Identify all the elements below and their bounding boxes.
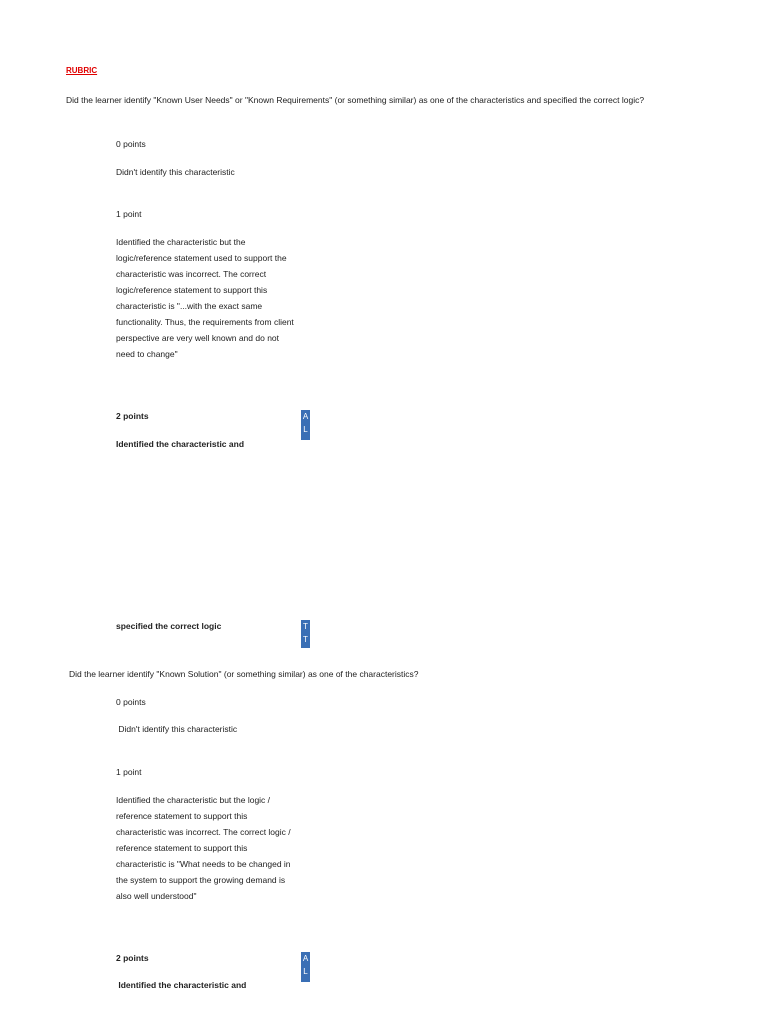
criterion-1-level-2-tag-1: A L: [301, 410, 310, 440]
criterion-1-level-2-description-line-1: Identified the characteristic and: [116, 439, 245, 449]
criterion-2-level-2-points: 2 points: [116, 953, 149, 963]
rubric-heading[interactable]: RUBRIC: [66, 66, 98, 75]
criterion-2-level-2-tag-1: A L: [301, 952, 310, 982]
criterion-2-level-2-description-line-1: Identified the characteristic and: [116, 980, 247, 990]
criterion-2-level-0-points: 0 points: [116, 697, 146, 707]
criterion-2-level-1-description: Identified the characteristic but the logic / reference statement to support this characteristic was incorrect. The correct logic / reference statement to support this characteristic is "What needs to be changed in the system to support the growing demand is also well understood": [116, 795, 291, 901]
criterion-1-level-2-points: 2 points: [116, 411, 149, 421]
criterion-2-question: Did the learner identify "Known Solution" (or something similar) as one of the characteristics?: [69, 669, 419, 679]
criterion-2-level-1-points: 1 point: [116, 767, 142, 777]
criterion-1-level-1-points: 1 point: [116, 209, 142, 219]
criterion-1-level-0-description: Didn't identify this characteristic: [116, 167, 235, 177]
criterion-1-level-1-description: Identified the characteristic but the logic/reference statement used to support the characteristic was incorrect. The correct logic/reference statement to support this characteristic is "...with the exact same functionality. Thus, the requirements from client perspective are very well known and do not need to change": [116, 237, 294, 359]
criterion-1-level-2-tag-2: T T: [301, 620, 310, 648]
criterion-1-level-0-points: 0 points: [116, 139, 146, 149]
criterion-1-level-2-description-line-2: specified the correct logic: [116, 621, 222, 631]
criterion-1-question: Did the learner identify "Known User Needs" or "Known Requirements" (or something similar) as one of the characteristics and specified the correct logic?: [66, 95, 645, 105]
criterion-2-level-0-description: Didn't identify this characteristic: [116, 724, 238, 734]
